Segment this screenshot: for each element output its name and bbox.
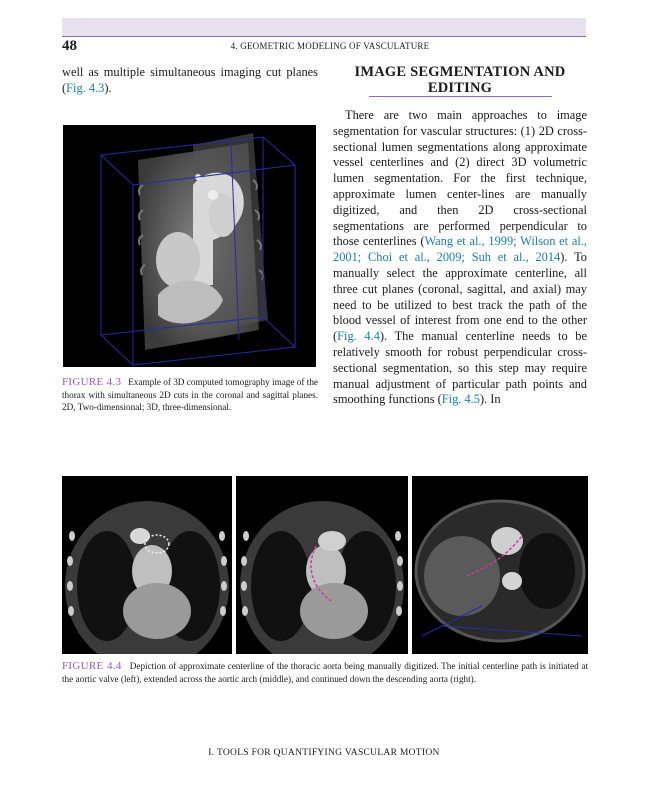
figure-4-4-label: FIGURE 4.4 bbox=[62, 660, 122, 672]
figure-4-3-caption: FIGURE 4.3 Example of 3D computed tomography image of the thorax with simultaneous 2D cuts in the coronal and sagittal planes. 2D, Two-dimensional; 3D, three-dimensional. bbox=[62, 376, 319, 413]
page-number: 48 bbox=[62, 38, 77, 54]
running-head: 4. GEOMETRIC MODELING OF VASCULATURE bbox=[230, 41, 430, 51]
figure-4-4-panel-right bbox=[412, 476, 588, 654]
figure-4-4-panel-left bbox=[62, 476, 232, 654]
figure-4-4-caption: FIGURE 4.4 Depiction of approximate centerline of the thoracic aorta being manually digitized. The initial centerline path is initiated at the aortic valve (left), extended across the aortic arch (middle), and continued down the descending aorta (right). bbox=[62, 660, 589, 684]
fig-4-3-reference-link[interactable]: Fig. 4.3 bbox=[66, 81, 105, 95]
header-rule bbox=[62, 36, 586, 37]
header-band bbox=[62, 18, 586, 36]
figure-4-4-panel-middle bbox=[236, 476, 408, 654]
figure-4-4 bbox=[62, 476, 588, 654]
left-column-paragraph: well as multiple simultaneous imaging cut planes (Fig. 4.3). bbox=[62, 65, 318, 95]
fig-4-5-reference-link[interactable]: Fig. 4.5 bbox=[441, 392, 480, 407]
section-title: IMAGE SEGMENTATION AND EDITING bbox=[354, 64, 566, 96]
section-title-rule bbox=[369, 96, 552, 97]
body-paragraph: There are two main approaches to image segmentation for vascular structures: (1) 2D cross-sectional lumen segmentations along approximate vessel centerlines and (2) direct 3D volumetric lumen segmentation. For the first technique, approximate lumen center-lines are manually digitized, and then 2D cross-sectional segmentations are performed perpendicular to those centerlines (Wang et al., 1999; Wilson et al., 2001; Choi et al., 2009; Suh et al., 2014). To manually select the approximate centerline, all three cut planes (coronal, sagittal, and axial) may need to be utilized to best track the path of the blood vessel of interest from one end to the other (Fig. 4.4). The manual centerline needs to be relatively smooth for robust perpendicular cross-sectional segmentation, so this step may require manual adjustment of particular path points and smoothing functions (Fig. 4.5). In bbox=[333, 108, 587, 407]
figure-4-3-image bbox=[63, 125, 316, 367]
citation-links[interactable]: Wang et al., 1999; Wilson et al., 2001; Choi et al., 2009; Suh et al., 2014 bbox=[333, 234, 587, 265]
fig-4-4-reference-link[interactable]: Fig. 4.4 bbox=[337, 329, 380, 344]
footer-part-title: I. TOOLS FOR QUANTIFYING VASCULAR MOTION bbox=[208, 748, 440, 758]
figure-4-3-label: FIGURE 4.3 bbox=[62, 376, 122, 388]
